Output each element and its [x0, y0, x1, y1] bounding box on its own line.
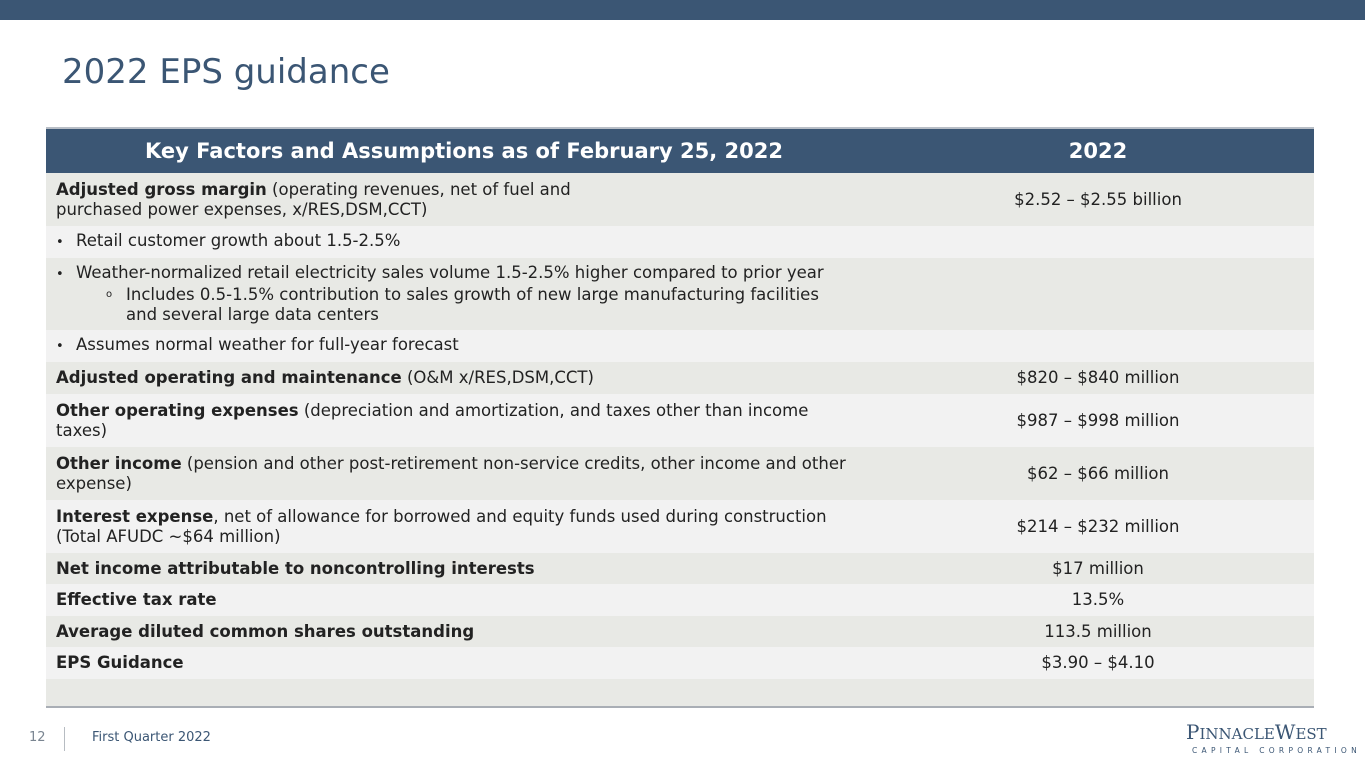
row-label-bold: EPS Guidance — [56, 653, 184, 672]
row-label-text: Assumes normal weather for full-year forecast — [76, 335, 459, 354]
row-label-text-line2: expense) — [56, 473, 132, 493]
sub-bullet-text: Includes 0.5-1.5% contribution to sales growth of new large manufacturing facilities — [126, 285, 819, 304]
pinnacle-west-logo — [1186, 720, 1362, 755]
table-row — [46, 226, 1314, 258]
logo-subtitle: CAPITAL CORPORATION — [1192, 746, 1362, 755]
row-label-text: (pension and other post-retirement non-service credits, other income and other — [181, 453, 846, 473]
row-label-bold: Effective tax rate — [56, 590, 217, 609]
row-label-bold: Other operating expenses — [56, 400, 299, 420]
sub-bullet — [56, 285, 882, 325]
row-label-text-line2: taxes) — [56, 420, 108, 440]
table-row — [46, 584, 1314, 616]
row-value: $3.90 – $4.10 — [1041, 653, 1155, 672]
header-factors: Key Factors and Assumptions as of February 25, 2022 — [145, 139, 783, 163]
table-row — [46, 258, 1314, 330]
sub-bullet-text-line2: and several large data centers — [126, 305, 379, 324]
row-label-text: , net of allowance for borrowed and equity funds used during construction — [213, 506, 827, 526]
row-value: $2.52 – $2.55 billion — [1014, 189, 1182, 209]
row-label — [46, 231, 882, 253]
logo-wordmark — [1186, 720, 1336, 746]
page-number: 12 — [29, 730, 46, 745]
table-row — [46, 394, 1314, 447]
row-label — [46, 180, 882, 220]
row-label-bold: Adjusted gross margin — [56, 179, 267, 199]
row-value: $62 – $66 million — [1027, 463, 1169, 483]
row-label-bold: Adjusted operating and maintenance — [56, 368, 402, 387]
logo-letters: INNACLE — [1199, 725, 1275, 743]
footer-divider — [64, 727, 65, 751]
row-value: $17 million — [1052, 558, 1144, 578]
logo-letters: EST — [1295, 725, 1327, 743]
table-row — [46, 173, 1314, 226]
row-label-bold: Other income — [56, 453, 182, 473]
table-row — [46, 447, 1314, 500]
row-label — [46, 507, 882, 547]
row-label — [46, 263, 882, 325]
footer-text: First Quarter 2022 — [92, 730, 211, 745]
sub-bullet-marker: o — [106, 289, 113, 300]
bullet-marker: • — [56, 235, 64, 250]
row-label — [46, 401, 882, 441]
row-label-text: (depreciation and amortization, and taxes other than income — [298, 400, 809, 420]
row-value: $987 – $998 million — [1016, 410, 1180, 430]
logo-letter: P — [1186, 720, 1200, 744]
row-value: 113.5 million — [1044, 621, 1152, 641]
row-value: $214 – $232 million — [1016, 516, 1180, 536]
row-label-text-line2: (Total AFUDC ~$64 million) — [56, 526, 281, 546]
row-value: $820 – $840 million — [1016, 368, 1180, 387]
table-row — [46, 500, 1314, 553]
table-row — [46, 330, 1314, 362]
guidance-table — [46, 127, 1314, 708]
table-row — [46, 616, 1314, 647]
row-label — [46, 622, 882, 642]
row-label-text: (O&M x/RES,DSM,CCT) — [401, 368, 594, 387]
table-row — [46, 553, 1314, 584]
row-label-text-line2: purchased power expenses, x/RES,DSM,CCT) — [56, 199, 428, 219]
row-label — [46, 653, 882, 673]
row-label-text: (operating revenues, net of fuel and — [266, 179, 571, 199]
table-row-empty — [46, 679, 1314, 706]
row-label — [46, 368, 882, 388]
top-accent-bar — [0, 0, 1365, 20]
table-row — [46, 647, 1314, 679]
row-label — [46, 559, 882, 579]
logo-letter: W — [1274, 720, 1296, 744]
row-label — [46, 454, 882, 494]
row-label — [46, 590, 882, 610]
table-header — [46, 129, 1314, 173]
header-year: 2022 — [1068, 139, 1128, 163]
row-label-text: Retail customer growth about 1.5-2.5% — [76, 231, 401, 250]
row-value: 13.5% — [1071, 590, 1125, 609]
bullet-marker: • — [56, 267, 64, 282]
bullet-marker: • — [56, 339, 64, 354]
slide-title: 2022 EPS guidance — [62, 52, 390, 92]
row-label-bold: Interest expense — [56, 506, 214, 526]
table-row — [46, 362, 1314, 394]
row-label-bold: Net income attributable to noncontrolling interests — [56, 558, 535, 578]
row-label-text: Weather-normalized retail electricity sales volume 1.5-2.5% higher compared to prior year — [76, 263, 824, 282]
row-label — [46, 335, 882, 357]
row-label-bold: Average diluted common shares outstanding — [56, 621, 475, 641]
